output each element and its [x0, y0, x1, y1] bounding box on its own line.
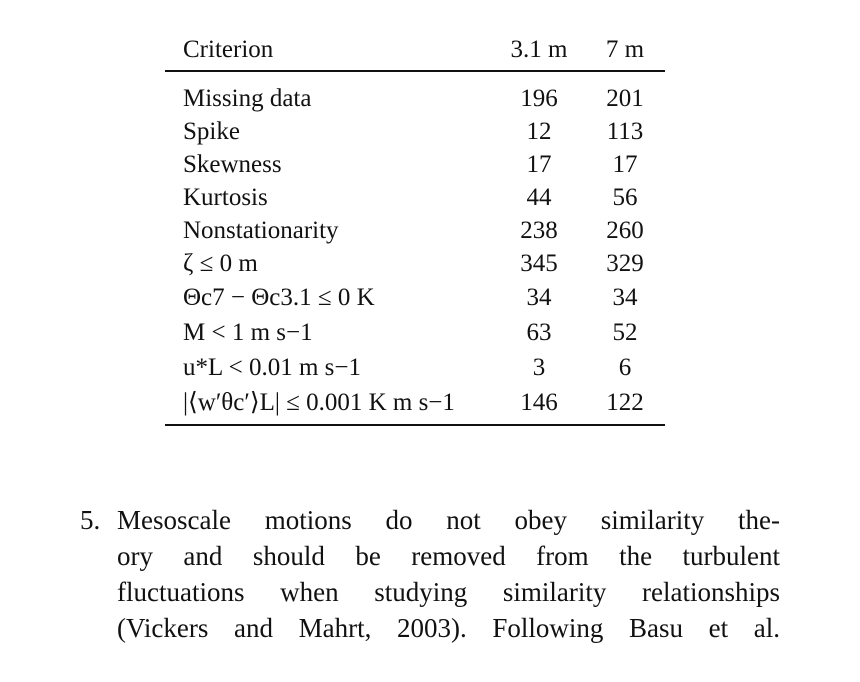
- table-row: [165, 350, 665, 385]
- row-value-3-1m: 44: [526, 184, 552, 211]
- table-header-row: [165, 30, 665, 71]
- table-row: [165, 181, 665, 214]
- row-value-3-1m: 345: [520, 250, 558, 277]
- paragraph-line: ory and should be removed from the turbulent: [117, 541, 780, 571]
- row-value-3-1m: 238: [520, 217, 558, 244]
- row-value-3-1m: 196: [520, 85, 558, 112]
- paragraph-line: Mesoscale motions do not obey similarity the-: [117, 505, 780, 535]
- row-value-7m: 56: [612, 184, 638, 211]
- table-row: [165, 148, 665, 181]
- header-criterion: Criterion: [183, 36, 274, 63]
- header-7m: 7 m: [605, 36, 645, 63]
- row-value-7m: 17: [612, 151, 638, 178]
- numbered-paragraph: [80, 502, 780, 646]
- paragraph-text: [117, 502, 780, 646]
- criteria-table-container: [165, 30, 665, 426]
- row-criterion: Spike: [183, 118, 240, 145]
- table-row: [165, 115, 665, 148]
- row-value-3-1m: 146: [520, 389, 558, 416]
- row-value-7m: 329: [606, 250, 644, 277]
- row-criterion: Nonstationarity: [183, 217, 339, 244]
- row-value-3-1m: 63: [526, 319, 552, 346]
- table-row: [165, 71, 665, 115]
- row-criterion: u*L < 0.01 m s−1: [183, 354, 361, 381]
- row-criterion: Missing data: [183, 85, 312, 112]
- table-row: [165, 247, 665, 280]
- criteria-table: [165, 30, 665, 426]
- row-value-7m: 201: [606, 85, 644, 112]
- row-value-7m: 113: [606, 118, 644, 145]
- row-value-7m: 52: [612, 319, 638, 346]
- row-criterion: |⟨w′θc′⟩L| ≤ 0.001 K m s−1: [183, 389, 455, 416]
- row-value-7m: 6: [618, 354, 632, 381]
- row-value-7m: 122: [606, 389, 644, 416]
- table-row: [165, 385, 665, 425]
- paragraph-line: (Vickers and Mahrt, 2003). Following Basu et al.: [117, 613, 780, 643]
- row-value-3-1m: 17: [526, 151, 552, 178]
- paragraph-line: fluctuations when studying similarity relationships: [117, 577, 780, 607]
- row-value-7m: 260: [606, 217, 644, 244]
- table-row: [165, 214, 665, 247]
- row-value-3-1m: 3: [532, 354, 546, 381]
- row-value-3-1m: 12: [526, 118, 552, 145]
- row-criterion: Skewness: [183, 151, 282, 178]
- row-criterion: Θc7 − Θc3.1 ≤ 0 K: [183, 284, 375, 311]
- row-criterion: ζ ≤ 0 m: [183, 250, 258, 277]
- table-row: [165, 315, 665, 350]
- row-criterion: Kurtosis: [183, 184, 268, 211]
- header-3-1m: 3.1 m: [510, 36, 568, 63]
- table-row: [165, 280, 665, 315]
- row-criterion: M < 1 m s−1: [183, 319, 313, 346]
- paragraph-number: 5.: [80, 505, 101, 535]
- row-value-3-1m: 34: [526, 284, 552, 311]
- row-value-7m: 34: [612, 284, 638, 311]
